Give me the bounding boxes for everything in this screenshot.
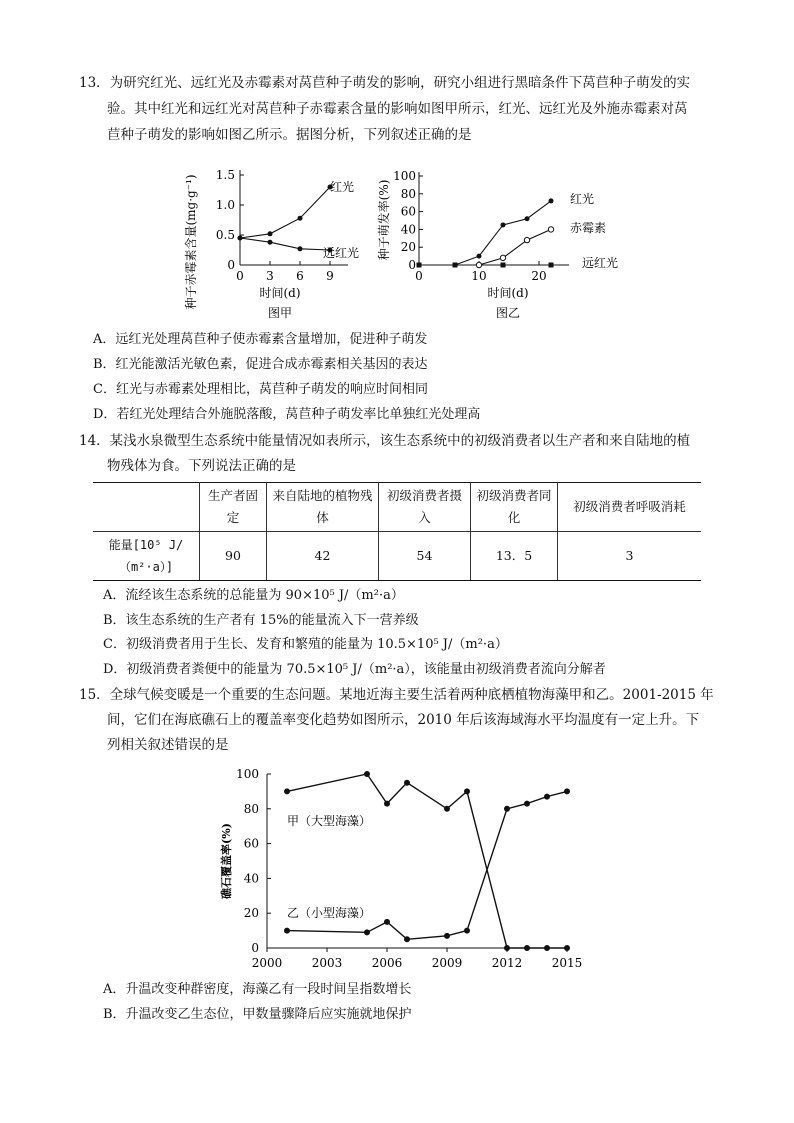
data-point (504, 806, 510, 812)
y-tick-label: 0 (251, 941, 259, 955)
x-tick-label: 3 (266, 269, 274, 283)
q15-stem-2: 间，它们在海底礁石上的覆盖率变化趋势如图所示，2010 年后该海域海水平均温度有一定上升。下 (107, 712, 700, 728)
fig-b-label-far: 远红光 (582, 256, 619, 270)
x-tick-label: 6 (296, 269, 304, 283)
table-row (93, 532, 701, 581)
q13-option-c: C．红光与赤霉素处理相比，莴苣种子萌发的响应时间相同 (93, 382, 428, 397)
data-point (298, 246, 303, 251)
y-axis-label: 礁石覆盖率(%) (220, 823, 233, 899)
data-point (384, 801, 390, 807)
q15-option-b: B．升温改变乙生态位，甲数量骤降后应实施就地保护 (103, 1007, 412, 1022)
data-point (464, 788, 470, 794)
y-tick-label: 0 (227, 258, 235, 272)
q14-option-c: C．初级消费者用于生长、发育和繁殖的能量为 10.5×10⁵ J/（m²·a） (103, 637, 508, 652)
table-row-label: 能量[10⁵ J/（m²·a）] (93, 532, 200, 581)
table-cell: 3 (558, 532, 702, 581)
y-tick-label: 0.5 (215, 228, 235, 242)
data-point (444, 806, 450, 812)
data-point (298, 216, 303, 221)
data-point (501, 222, 506, 227)
data-point (564, 945, 570, 951)
y-tick-label: 40 (243, 871, 259, 886)
data-point (476, 262, 481, 267)
table-header-cell: 来自陆地的植物残体 (267, 483, 379, 532)
q13-option-d: D．若红光处理结合外施脱落酸，莴苣种子萌发率比单独红光处理高 (93, 407, 481, 422)
q15-stem-1: 15．全球气候变暖是一个重要的生态问题。某地近海主要生活着两种底栖植物海藻甲和乙。2001-2015 年 (79, 687, 714, 703)
data-point (504, 945, 510, 951)
fig-a-label-red: 红光 (330, 180, 355, 194)
data-point (464, 928, 470, 934)
fig-a-ylabel: 种子赤霉素含量(mg·g⁻¹) (184, 174, 198, 310)
y-tick-label: 20 (243, 906, 259, 921)
q13-stem-3: 苣种子萌发的影响如图乙所示。据图分析，下列叙述正确的是 (107, 127, 472, 143)
chart-fig-a (180, 150, 370, 325)
series-line-ga (479, 229, 551, 265)
q14-stem-1: 14．某浅水泉微型生态系统中能量情况如表所示，该生态系统中的初级消费者以生产者和来自陆地的植 (79, 433, 691, 449)
q13-stem-1: 13．为研究红光、远红光及赤霉素对莴苣种子萌发的影响，研究小组进行黑暗条件下莴苣种子萌发的实 (79, 75, 691, 91)
data-point (544, 945, 550, 951)
q15-option-a: A．升温改变种群密度，海藻乙有一段时间呈指数增长 (103, 982, 412, 997)
data-point (384, 919, 390, 925)
table-cell: 54 (379, 532, 471, 581)
table-header-cell: 初级消费者同化 (471, 483, 558, 532)
legend-jia: 甲（大型海藻） (287, 813, 372, 828)
q15-stem-3: 列相关叙述错误的是 (107, 737, 229, 753)
data-point (564, 788, 570, 794)
data-point (404, 936, 410, 942)
q13-option-b: B．红光能激活光敏色素，促进合成赤霉素相关基因的表达 (93, 357, 428, 372)
data-point (549, 198, 554, 203)
x-tick-label: 9 (326, 269, 334, 283)
table-header-cell: 生产者固定 (200, 483, 267, 532)
table-cell: 42 (267, 532, 379, 581)
y-tick-label: 0 (408, 258, 416, 272)
data-point (284, 788, 290, 794)
fig-b-ylabel: 种子萌发率(%) (377, 179, 391, 261)
table-cell: 90 (200, 532, 267, 581)
y-tick-label: 100 (236, 767, 259, 781)
data-point (525, 216, 530, 221)
table-header-cell (93, 483, 200, 532)
legend-yi: 乙（小型海藻） (287, 906, 372, 921)
x-tick-label: 20 (531, 269, 547, 283)
q13-option-a: A．远红光处理莴苣种子使赤霉素含量增加，促进种子萌发 (93, 332, 428, 347)
data-point (549, 263, 554, 268)
data-point (477, 254, 482, 259)
energy-table (93, 482, 701, 581)
data-point (417, 263, 422, 268)
table-cell: 13．5 (471, 532, 558, 581)
data-point (544, 794, 550, 800)
data-point (404, 780, 410, 786)
chart-coverage (210, 762, 590, 972)
y-tick-label: 60 (243, 836, 259, 851)
table-header-cell: 初级消费者摄入 (379, 483, 471, 532)
fig-b-caption: 图乙 (495, 306, 521, 320)
series-line-far-red (240, 238, 330, 250)
x-tick-label: 2009 (431, 956, 463, 970)
series-line-red (240, 187, 330, 238)
data-point (364, 771, 370, 777)
data-point (548, 227, 553, 232)
x-tick-label: 2000 (251, 956, 283, 970)
fig-a-xlabel: 时间(d) (259, 286, 301, 300)
data-point (524, 801, 530, 807)
y-tick-label: 1.5 (215, 168, 235, 182)
data-point (501, 263, 506, 268)
x-tick-label: 10 (471, 269, 487, 283)
q14-option-a: A．流经该生态系统的总能量为 90×10⁵ J/（m²·a） (103, 588, 404, 603)
data-point (524, 237, 529, 242)
chart-fig-b (375, 150, 645, 325)
x-tick-label: 2003 (311, 956, 343, 970)
data-point (268, 240, 273, 245)
table-header-cell: 初级消费者呼吸消耗 (558, 483, 702, 532)
fig-b-xlabel: 时间(d) (487, 286, 529, 300)
data-point (500, 255, 505, 260)
q14-stem-2: 物残体为食。下列说法正确的是 (107, 458, 296, 474)
x-tick-label: 2006 (371, 956, 403, 970)
series-line-jia (287, 774, 567, 948)
data-point (268, 231, 273, 236)
data-point (444, 933, 450, 939)
y-tick-label: 80 (243, 801, 259, 816)
y-tick-label: 20 (400, 240, 416, 255)
q14-option-b: B．该生态系统的生产者有 15%的能量流入下一营养级 (103, 613, 419, 628)
x-tick-label: 2012 (491, 956, 523, 970)
data-point (524, 945, 530, 951)
y-tick-label: 1.0 (215, 198, 235, 212)
y-tick-label: 100 (393, 169, 416, 183)
fig-a-caption: 图甲 (267, 306, 293, 320)
q14-option-d: D．初级消费者粪便中的能量为 70.5×10⁵ J/（m²·a），该能量由初级消费者流向分解者 (103, 662, 606, 677)
y-tick-label: 60 (400, 204, 416, 219)
q13-stem-2: 验。其中红光和远红光对莴苣种子赤霉素含量的影响如图甲所示，红光、远红光及外施赤霉素对莴 (107, 101, 688, 117)
x-tick-label: 2015 (551, 956, 583, 970)
x-tick-label: 0 (236, 269, 244, 283)
y-tick-label: 40 (400, 222, 416, 237)
fig-b-label-red: 红光 (570, 192, 595, 206)
fig-a-label-far: 远红光 (323, 246, 360, 260)
table-header-row (93, 483, 701, 532)
data-point (238, 236, 243, 241)
data-point (453, 263, 458, 268)
data-point (364, 929, 370, 935)
x-tick-label: 0 (415, 269, 423, 283)
data-point (284, 928, 290, 934)
y-tick-label: 80 (400, 186, 416, 201)
fig-b-label-ga: 赤霉素 (570, 221, 607, 235)
